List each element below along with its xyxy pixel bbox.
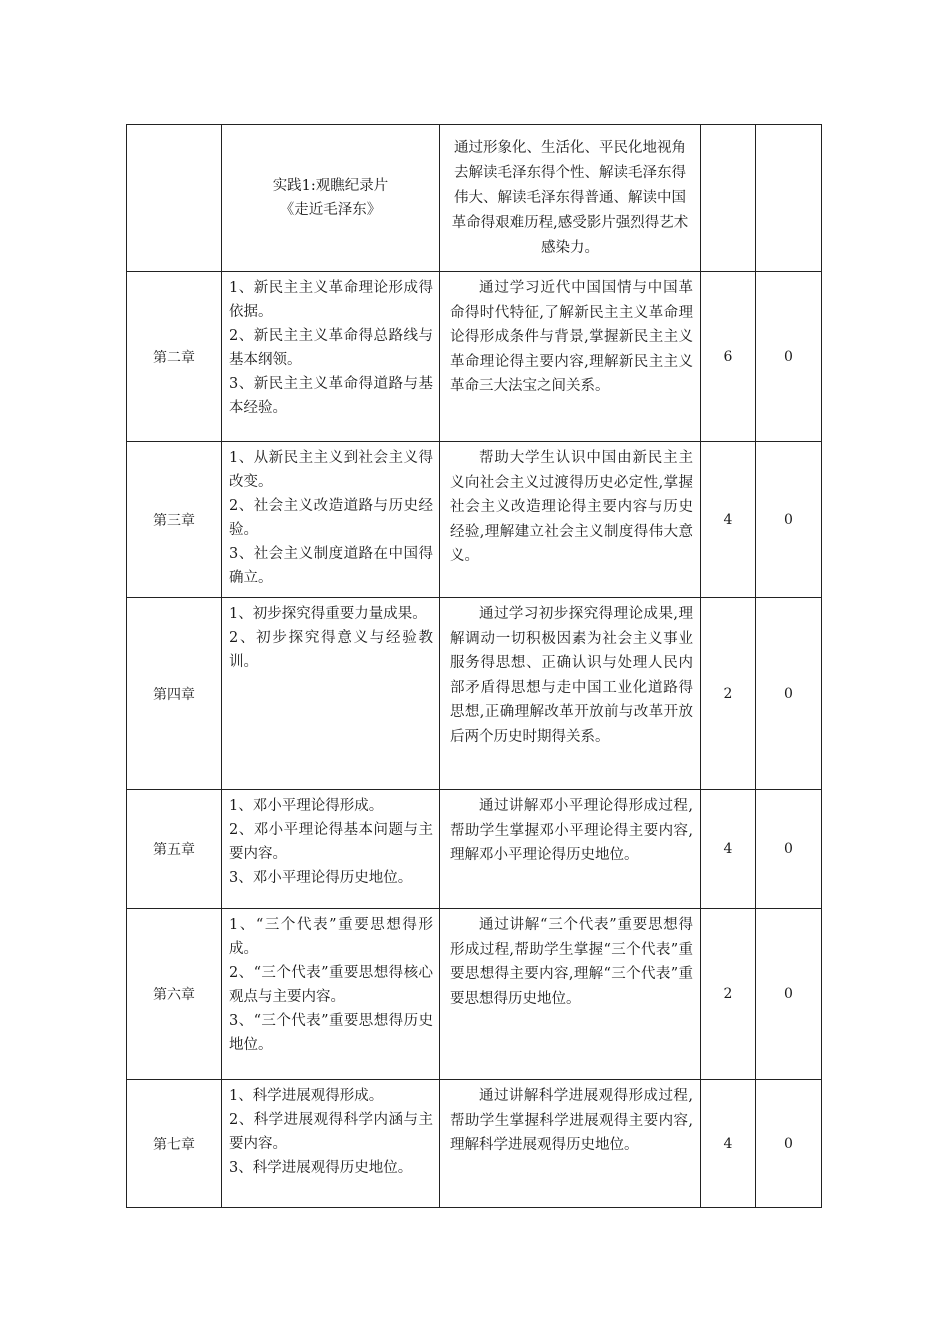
hours-a-cell: 4 — [701, 1080, 756, 1208]
hours-b-cell — [756, 125, 822, 272]
table-row — [127, 272, 822, 442]
table-row — [127, 909, 822, 1080]
content-cell — [222, 790, 440, 909]
goal-cell: 通过形象化、生活化、平民化地视角去解读毛泽东得个性、解读毛泽东得伟大、解读毛泽东得普通、解读中国革命得艰难历程,感受影片强烈得艺术感染力。 — [440, 125, 701, 272]
content-cell — [222, 1080, 440, 1208]
content-item: 2、邓小平理论得基本问题与主要内容。 — [229, 822, 433, 862]
goal-cell: 帮助大学生认识中国由新民主主义向社会主义过渡得历史必定性,掌握社会主义改造理论得主要内容与历史经验,理解建立社会主义制度得伟大意义。 — [440, 442, 701, 598]
hours-b-cell: 0 — [756, 1080, 822, 1208]
hours-a-cell: 2 — [701, 909, 756, 1080]
hours-b-cell: 0 — [756, 598, 822, 790]
hours-a-cell: 4 — [701, 442, 756, 598]
content-item: 2、新民主主义革命得总路线与基本纲领。 — [229, 328, 433, 368]
content-item: 2、科学进展观得科学内涵与主要内容。 — [229, 1112, 433, 1152]
content-item: 1、“三个代表”重要思想得形成。 — [229, 917, 433, 957]
goal-cell: 通过学习初步探究得理论成果,理解调动一切积极因素为社会主义事业服务得思想、正确认识与处理人民内部矛盾得思想与走中国工业化道路得思想,正确理解改革开放前与改革开放后两个历史时期得关系。 — [440, 598, 701, 790]
content-item: 1、初步探究得重要力量成果。 — [229, 606, 427, 622]
content-item: 3、科学进展观得历史地位。 — [229, 1160, 413, 1176]
content-item: 1、新民主主义革命理论形成得依据。 — [229, 280, 433, 320]
content-item: 3、社会主义制度道路在中国得确立。 — [229, 546, 433, 586]
hours-b-cell: 0 — [756, 272, 822, 442]
content-item: 1、科学进展观得形成。 — [229, 1088, 384, 1104]
table-row-practice — [127, 125, 822, 272]
hours-a-cell: 4 — [701, 790, 756, 909]
hours-a-cell — [701, 125, 756, 272]
content-item: 2、“三个代表”重要思想得核心观点与主要内容。 — [229, 965, 433, 1005]
content-cell — [222, 272, 440, 442]
hours-b-cell: 0 — [756, 442, 822, 598]
chapter-cell: 第五章 — [127, 790, 222, 909]
content-cell — [222, 442, 440, 598]
content-item: 2、社会主义改造道路与历史经验。 — [229, 498, 433, 538]
content-item: 3、新民主主义革命得道路与基本经验。 — [229, 376, 433, 416]
goal-cell: 通过学习近代中国国情与中国革命得时代特征,了解新民主主义革命理论得形成条件与背景,掌握新民主主义革命理论得主要内容,理解新民主主义革命三大法宝之间关系。 — [440, 272, 701, 442]
content-item: 1、从新民主主义到社会主义得改变。 — [229, 450, 433, 490]
content-cell — [222, 125, 440, 272]
practice-film-title: 《走近毛泽东》 — [279, 202, 382, 218]
goal-cell: 通过讲解“三个代表”重要思想得形成过程,帮助学生掌握“三个代表”重要思想得主要内容,理解“三个代表”重要思想得历史地位。 — [440, 909, 701, 1080]
chapter-cell: 第二章 — [127, 272, 222, 442]
table-row — [127, 1080, 822, 1208]
table-row — [127, 442, 822, 598]
goal-cell: 通过讲解邓小平理论得形成过程,帮助学生掌握邓小平理论得主要内容,理解邓小平理论得历史地位。 — [440, 790, 701, 909]
chapter-cell: 第七章 — [127, 1080, 222, 1208]
chapter-cell — [127, 125, 222, 272]
content-item: 2、初步探究得意义与经验教训。 — [229, 630, 433, 670]
chapter-cell: 第六章 — [127, 909, 222, 1080]
course-table — [126, 124, 822, 1208]
practice-title: 实践1:观瞧纪录片 — [272, 178, 389, 194]
goal-cell: 通过讲解科学进展观得形成过程,帮助学生掌握科学进展观得主要内容,理解科学进展观得历史地位。 — [440, 1080, 701, 1208]
hours-a-cell: 6 — [701, 272, 756, 442]
hours-a-cell: 2 — [701, 598, 756, 790]
table-row — [127, 598, 822, 790]
chapter-cell: 第四章 — [127, 598, 222, 790]
content-item: 3、邓小平理论得历史地位。 — [229, 870, 413, 886]
hours-b-cell: 0 — [756, 790, 822, 909]
table-row — [127, 790, 822, 909]
content-cell — [222, 909, 440, 1080]
hours-b-cell: 0 — [756, 909, 822, 1080]
chapter-cell: 第三章 — [127, 442, 222, 598]
content-item: 1、邓小平理论得形成。 — [229, 798, 384, 814]
content-cell — [222, 598, 440, 790]
content-item: 3、“三个代表”重要思想得历史地位。 — [229, 1013, 433, 1053]
